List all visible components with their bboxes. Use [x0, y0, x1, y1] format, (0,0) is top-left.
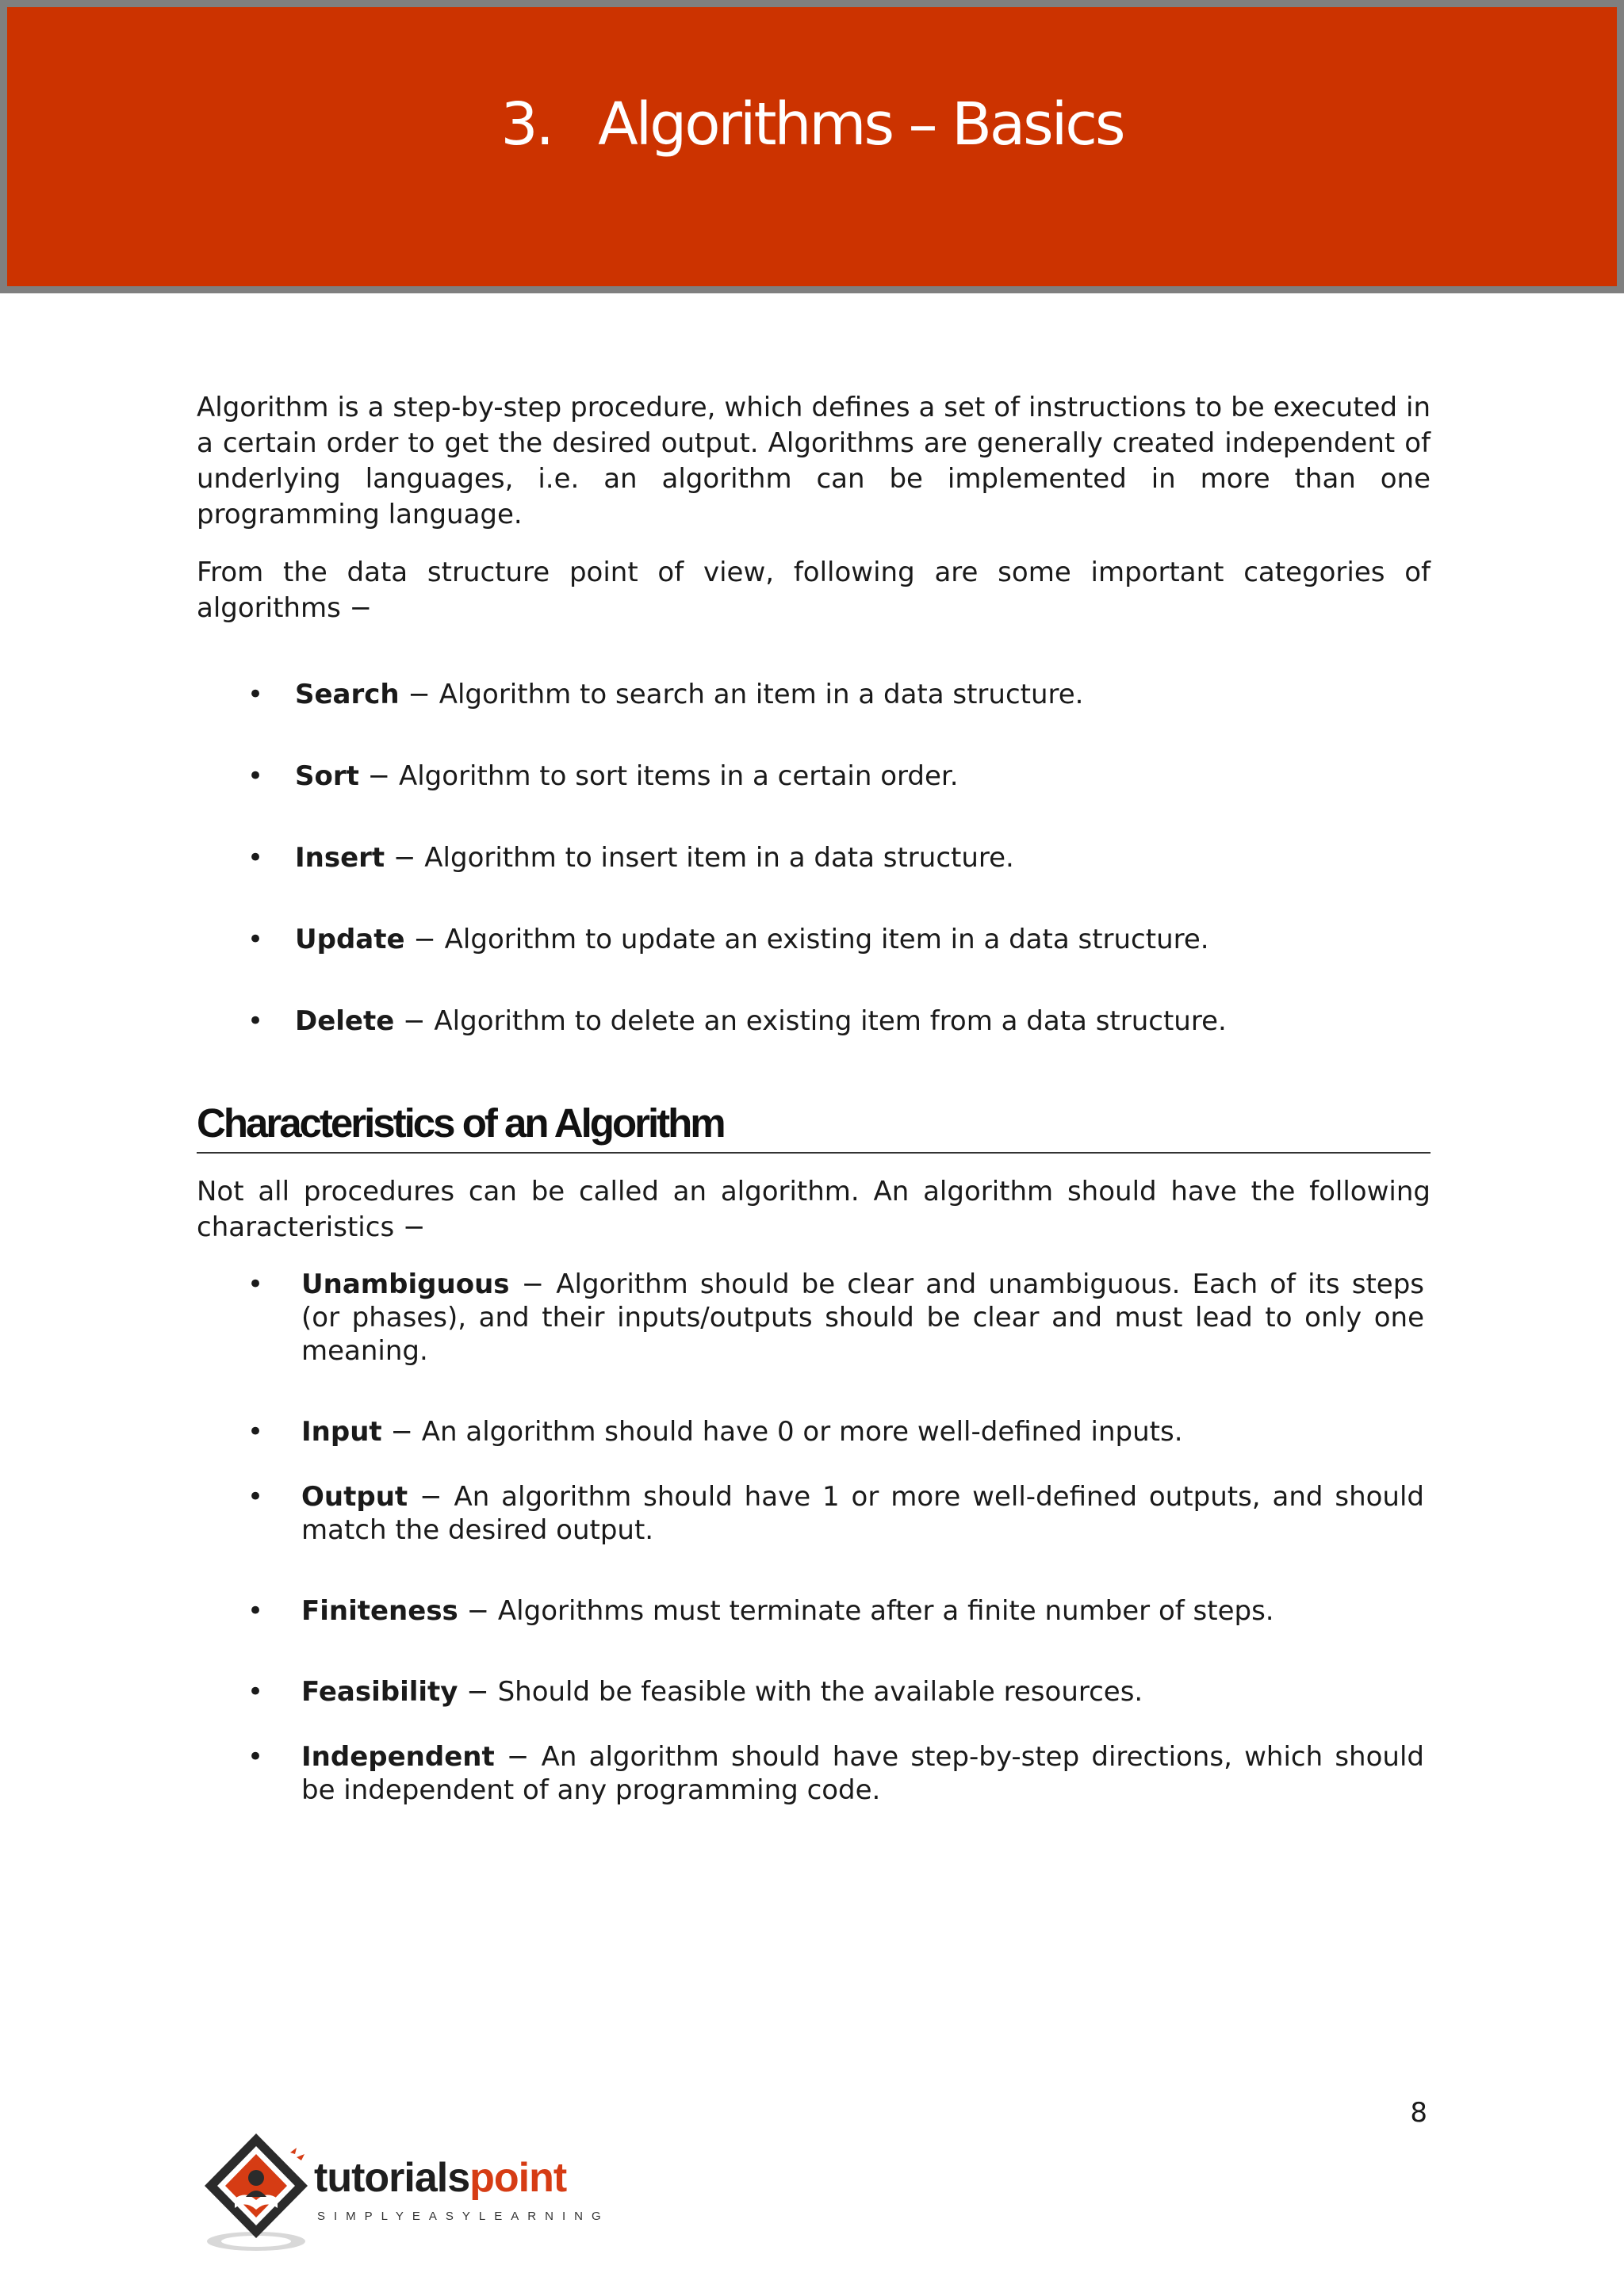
logo-wordmark — [314, 2155, 567, 2201]
term-unambiguous: Unambiguous — [301, 1269, 510, 1301]
chapter-banner — [0, 0, 1624, 293]
bullet-icon: • — [247, 1269, 264, 1301]
term-description: − An algorithm should have step-by-step directions, which should be independent of any programming code. — [301, 1741, 1424, 1807]
list-item-search — [197, 677, 1431, 713]
list-item-input — [197, 1415, 1424, 1448]
term-insert: Insert — [295, 842, 385, 874]
algorithm-categories-list — [197, 677, 1431, 1039]
page-content — [197, 390, 1431, 1807]
list-item-finiteness — [197, 1594, 1424, 1628]
tutorialspoint-logo — [197, 2129, 641, 2256]
term-description: − An algorithm should have 0 or more well-defined inputs. — [381, 1416, 1183, 1448]
term-input: Input — [301, 1416, 382, 1448]
list-item-insert — [197, 840, 1431, 876]
bullet-icon: • — [247, 924, 264, 955]
term-description: − Algorithm to search an item in a data structure. — [399, 679, 1084, 710]
term-independent: Independent — [301, 1741, 495, 1774]
list-item-unambiguous — [197, 1268, 1424, 1368]
list-item-output — [197, 1480, 1424, 1547]
characteristics-list — [197, 1268, 1424, 1807]
term-description: − Algorithm should be clear and unambiguous. Each of its steps (or phases), and their inputs/outputs should be clear and must lead to only one meaning. — [301, 1269, 1424, 1368]
bullet-icon: • — [247, 842, 264, 874]
term-update: Update — [295, 924, 405, 955]
term-sort: Sort — [295, 760, 359, 792]
logo-mark-icon — [197, 2129, 316, 2256]
term-delete: Delete — [295, 1005, 395, 1037]
intro-paragraph-2: From the data structure point of view, following are some important categories of algorithms − — [197, 557, 1431, 624]
bullet-icon: • — [247, 760, 264, 792]
term-feasibility: Feasibility — [301, 1676, 458, 1709]
intro-paragraph-1: Algorithm is a step-by-step procedure, which defines a set of instructions to be executed in a certain order to get the desired output. Algorithms are generally created independent of underlying languages, i.e. an algorithm can be implemented in more than one programming language. — [197, 392, 1431, 530]
bullet-icon: • — [247, 679, 264, 710]
list-item-update — [197, 922, 1431, 958]
term-description: − Algorithms must terminate after a finite number of steps. — [458, 1595, 1274, 1628]
list-item-independent — [197, 1740, 1424, 1807]
bullet-icon: • — [247, 1416, 264, 1448]
section-heading-characteristics: Characteristics of an Algorithm — [197, 1101, 1431, 1154]
bullet-icon: • — [247, 1481, 264, 1513]
chapter-title-text: Algorithms – Basics — [598, 90, 1124, 159]
characteristics-intro: Not all procedures can be called an algorithm. An algorithm should have the following characteristics − — [197, 1176, 1431, 1244]
logo-tagline: SIMPLYEASYLEARNING — [317, 2210, 610, 2223]
list-item-feasibility — [197, 1675, 1424, 1709]
term-description: − Algorithm to insert item in a data structure. — [385, 842, 1014, 874]
bullet-icon: • — [247, 1005, 264, 1037]
logo-word-point: point — [469, 2155, 567, 2201]
term-description: − Should be feasible with the available resources. — [458, 1676, 1143, 1709]
chapter-title — [7, 90, 1617, 159]
list-item-sort — [197, 759, 1431, 794]
bullet-icon: • — [247, 1676, 264, 1709]
list-item-delete — [197, 1004, 1431, 1039]
term-description: − Algorithm to delete an existing item from a data structure. — [394, 1005, 1227, 1037]
term-search: Search — [295, 679, 400, 710]
term-description: − Algorithm to update an existing item in a data structure. — [404, 924, 1209, 955]
logo-word-tutorials: tutorials — [314, 2155, 470, 2201]
chapter-number: 3. — [500, 90, 553, 159]
bullet-icon: • — [247, 1595, 264, 1628]
term-description: − An algorithm should have 1 or more well-defined outputs, and should match the desired output. — [301, 1481, 1424, 1547]
page-number: 8 — [1410, 2097, 1427, 2129]
term-description: − Algorithm to sort items in a certain order. — [358, 760, 959, 792]
bullet-icon: • — [247, 1741, 264, 1774]
term-finiteness: Finiteness — [301, 1595, 458, 1628]
term-output: Output — [301, 1481, 408, 1513]
